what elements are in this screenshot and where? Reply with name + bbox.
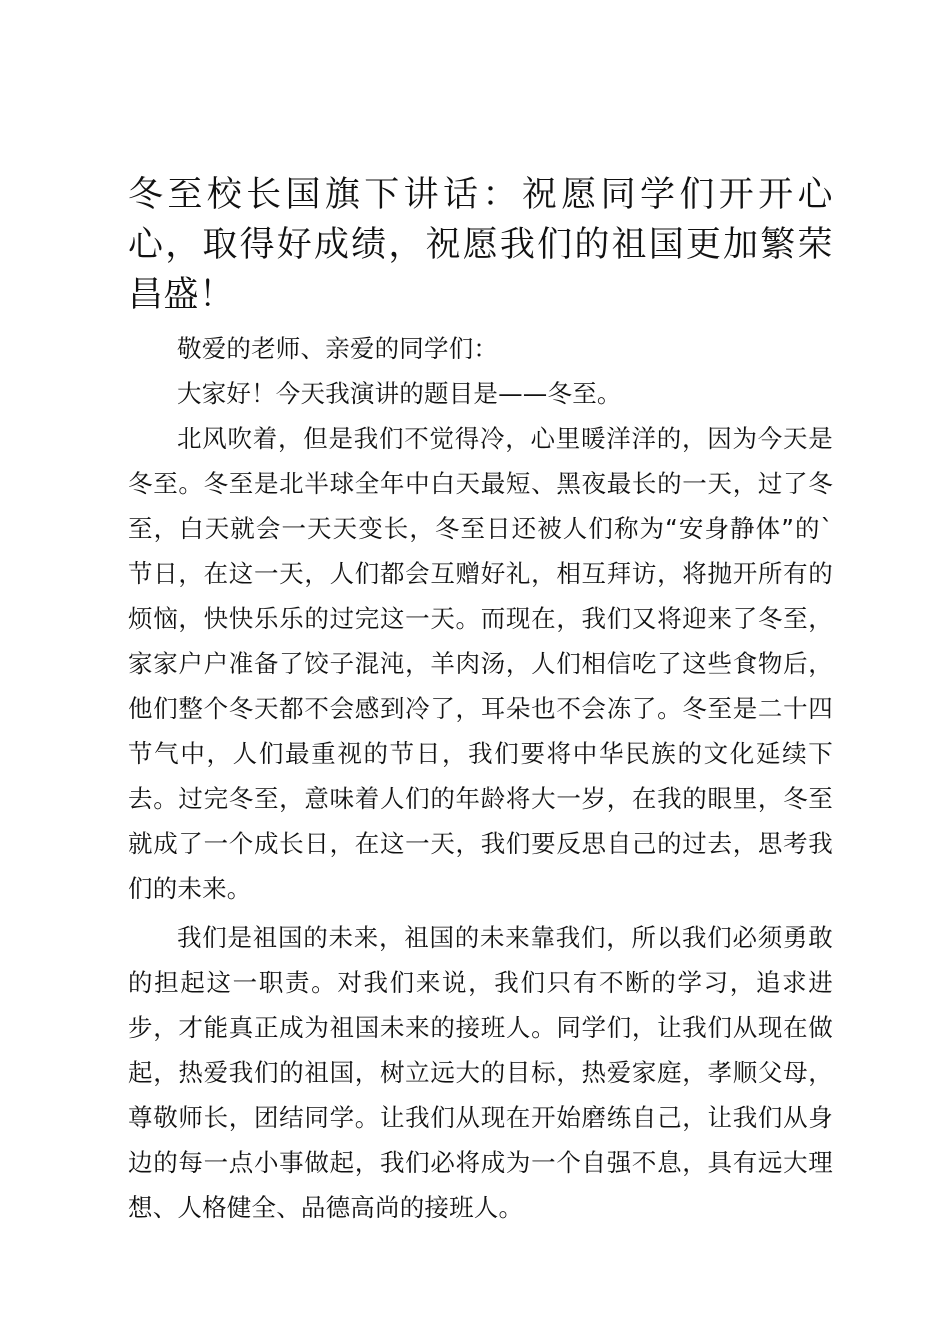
salutation-paragraph: 敬爱的老师、亲爱的同学们： xyxy=(177,334,499,363)
body-paragraph-winter-solstice: 北风吹着，但是我们不觉得冷，心里暖洋洋的，因为今天是冬至。冬至是北半球全年中白天最短、黑夜最长的一天，过了冬至，白天就会一天天变长，冬至日还被人们称为“安身静体”的`节日，在这一天，人们都会互赠好礼，相互拜访，将抛开所有的烦恼，快快乐乐的过完这一天。而现在，我们又将迎来了冬至，家家户户准备了饺子混沌，羊肉汤，人们相信吃了这些食物后，他们整个冬天都不会感到冷了，耳朵也不会冻了。冬至是二十四节气中，人们最重视的节日，我们要将中华民族的文化延续下去。过完冬至，意味着人们的年龄将大一岁，在我的眼里，冬至就成了一个成长日，在这一天，我们要反思自己的过去，思考我们的未来。 xyxy=(128,424,833,903)
document-page xyxy=(128,170,833,1230)
body-paragraph-future: 我们是祖国的未来，祖国的未来靠我们，所以我们必须勇敢的担起这一职责。对我们来说，我们只有不断的学习，追求进步，才能真正成为祖国未来的接班人。同学们，让我们从现在做起，热爱我们的祖国，树立远大的目标，热爱家庭，孝顺父母，尊敬师长，团结同学。让我们从现在开始磨练自己，让我们从身边的每一点小事做起，我们必将成为一个自强不息，具有远大理想、人格健全、品德高尚的接班人。 xyxy=(128,923,833,1222)
greeting-paragraph: 大家好！今天我演讲的题目是——冬至。 xyxy=(177,379,622,408)
document-title: 冬至校长国旗下讲话：祝愿同学们开开心心，取得好成绩，祝愿我们的祖国更加繁荣昌盛！ xyxy=(128,175,833,315)
